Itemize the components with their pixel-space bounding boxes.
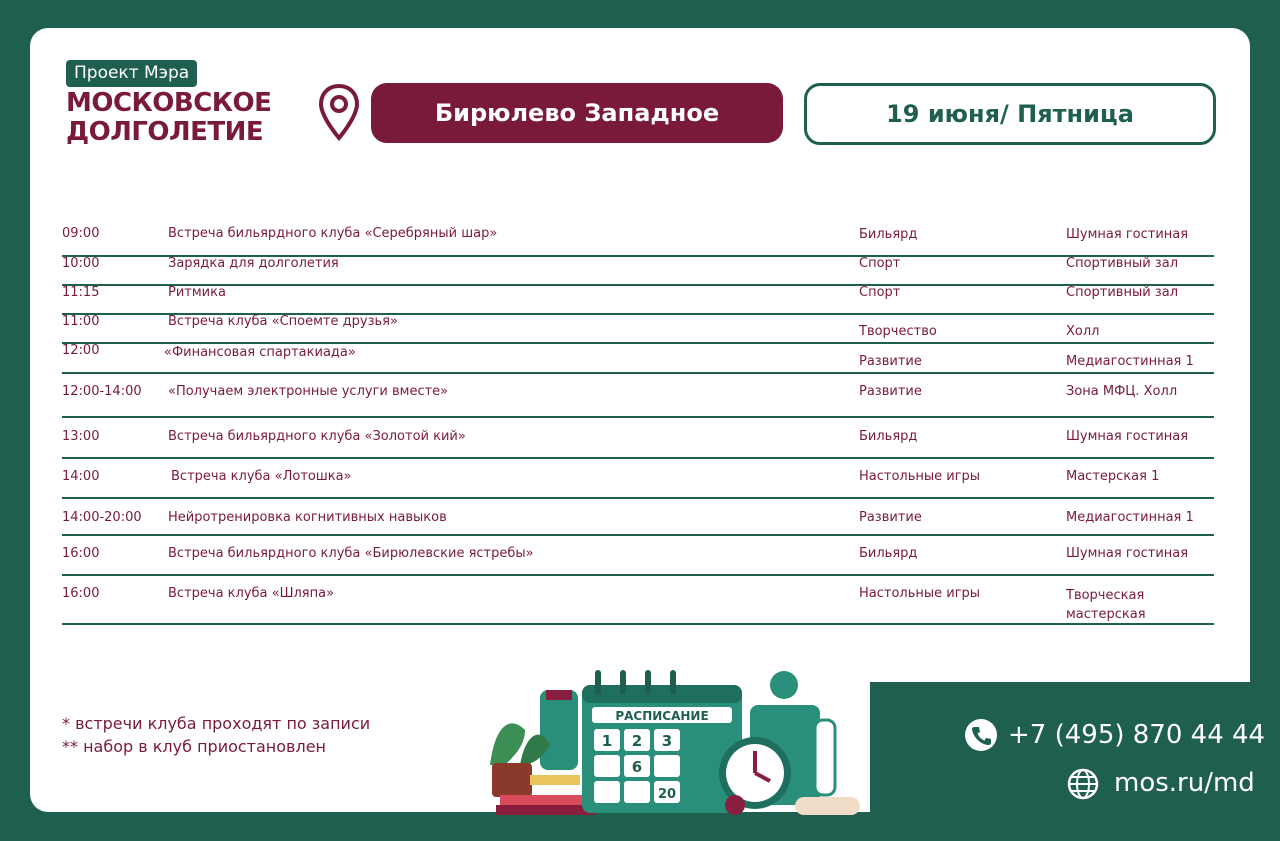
row-place: Творческая мастерская (1066, 588, 1146, 622)
row-place: Медиагостинная 1 (1066, 510, 1194, 525)
note-registration: * встречи клуба проходят по записи (62, 714, 371, 733)
row-place: Спортивный зал (1066, 285, 1178, 300)
row-time: 12:00 (62, 343, 100, 358)
calendar-label: РАСПИСАНИЕ (615, 709, 709, 723)
row-place: Шумная гостиная (1066, 227, 1189, 242)
row-place: Спортивный зал (1066, 256, 1178, 271)
row-time: 14:00 (62, 469, 100, 484)
row-title: Зарядка для долголетия (168, 256, 339, 271)
globe-icon (1066, 767, 1100, 801)
note-closed: ** набор в клуб приостановлен (62, 737, 327, 756)
row-time: 11:00 (62, 314, 100, 329)
row-title: Встреча бильярдного клуба «Серебряный шар» (168, 226, 498, 241)
location-pin-icon (318, 84, 360, 142)
logo-line-1: МОСКОВСКОЕ (66, 88, 272, 118)
table-row (62, 226, 1214, 257)
table-row (62, 314, 1214, 344)
row-time: 16:00 (62, 546, 100, 561)
row-time: 13:00 (62, 429, 100, 444)
row-category: Развитие (859, 384, 922, 399)
row-category: Настольные игры (859, 586, 981, 601)
logo (66, 89, 271, 147)
row-title: Встреча клуба «Шляпа» (168, 586, 335, 601)
row-title: «Получаем электронные услуги вместе» (168, 384, 449, 399)
calendar-day-1: 1 (601, 732, 613, 750)
row-category: Спорт (859, 285, 901, 300)
row-category: Развитие (859, 354, 922, 369)
row-time: 11:15 (62, 285, 100, 300)
table-row (62, 373, 1214, 418)
row-time: 12:00-14:00 (62, 384, 142, 399)
calendar-day-20: 20 (657, 787, 677, 802)
row-place: Шумная гостиная (1066, 546, 1189, 561)
row-category: Бильярд (859, 546, 918, 561)
row-title: Встреча бильярдного клуба «Бирюлевские ястребы» (168, 546, 534, 561)
calendar-day-2: 2 (631, 732, 643, 750)
row-category: Творчество (859, 324, 937, 339)
row-title: Встреча клуба «Споемте друзья» (168, 314, 398, 329)
date-title: 19 июня/ Пятница (804, 83, 1216, 145)
location-title: Бирюлево Западное (371, 83, 783, 143)
row-category: Развитие (859, 510, 922, 525)
contacts-panel (870, 682, 1280, 841)
website-link[interactable]: mos.ru/md (1114, 768, 1255, 798)
table-row (62, 458, 1214, 499)
schedule-illustration (470, 655, 870, 820)
row-time: 16:00 (62, 586, 100, 601)
table-row (62, 256, 1214, 286)
table-row (62, 285, 1214, 315)
project-badge: Проект Мэра (66, 60, 197, 87)
table-row (62, 343, 1214, 374)
row-place: Медиагостинная 1 (1066, 354, 1194, 369)
calendar-day-3: 3 (661, 732, 673, 750)
row-place: Холл (1066, 324, 1100, 339)
row-title: «Финансовая спартакиада» (164, 345, 356, 360)
table-row (62, 575, 1214, 625)
phone-number[interactable]: +7 (495) 870 44 44 (1008, 720, 1266, 750)
row-time: 14:00-20:00 (62, 510, 142, 525)
row-time: 10:00 (62, 256, 100, 271)
row-title: Встреча бильярдного клуба «Золотой кий» (168, 429, 466, 444)
table-row (62, 498, 1214, 536)
row-category: Спорт (859, 256, 901, 271)
table-row (62, 417, 1214, 459)
row-time: 09:00 (62, 226, 100, 241)
logo-line-2: ДОЛГОЛЕТИЕ (66, 117, 264, 147)
row-title: Нейротренировка когнитивных навыков (168, 510, 447, 525)
row-title: Ритмика (168, 285, 226, 300)
row-place: Зона МФЦ. Холл (1066, 384, 1178, 399)
table-row (62, 535, 1214, 576)
row-place: Шумная гостиная (1066, 429, 1189, 444)
row-category: Настольные игры (859, 469, 981, 484)
calendar-day-6: 6 (631, 758, 643, 776)
phone-icon (964, 718, 998, 752)
row-category: Бильярд (859, 429, 918, 444)
row-place: Мастерская 1 (1066, 469, 1160, 484)
row-title: Встреча клуба «Лотошка» (171, 469, 352, 484)
row-category: Бильярд (859, 227, 918, 242)
